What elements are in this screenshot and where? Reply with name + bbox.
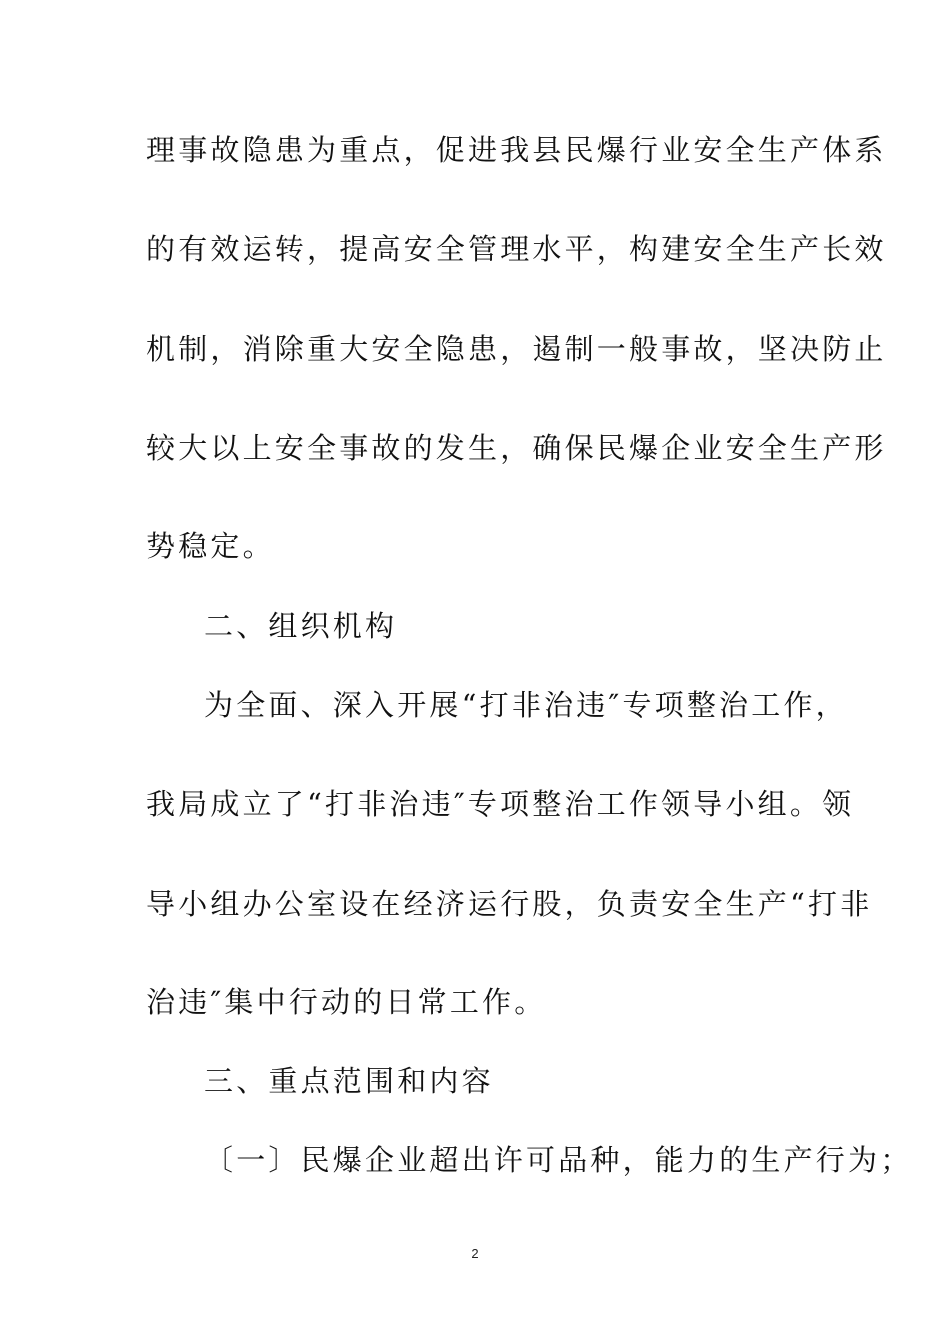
paragraph-line-2: 的有效运转，提高安全管理水平，构建安全生产长效	[146, 232, 887, 266]
section-heading-scope: 三、重点范围和内容	[204, 1064, 494, 1098]
page-number: 2	[471, 1246, 479, 1261]
section-heading-organization: 二、组织机构	[204, 609, 398, 643]
paragraph-line-10: 治违″集中行动的日常工作。	[146, 985, 547, 1019]
list-item-1: 〔一〕民爆企业超出许可品种，能力的生产行为；	[204, 1143, 913, 1177]
paragraph-line-9: 导小组办公室设在经济运行股，负责安全生产“打非	[146, 887, 873, 921]
paragraph-line-5: 势稳定。	[146, 529, 275, 563]
paragraph-line-8: 我局成立了“打非治违″专项整治工作领导小组。领	[146, 787, 855, 821]
paragraph-line-7: 为全面、深入开展“打非治违″专项整治工作，	[204, 688, 848, 722]
paragraph-line-3: 机制，消除重大安全隐患，遏制一般事故，坚决防止	[146, 332, 887, 366]
paragraph-line-1: 理事故隐患为重点，促进我县民爆行业安全生产体系	[146, 133, 887, 167]
paragraph-line-4: 较大以上安全事故的发生，确保民爆企业安全生产形	[146, 431, 887, 465]
